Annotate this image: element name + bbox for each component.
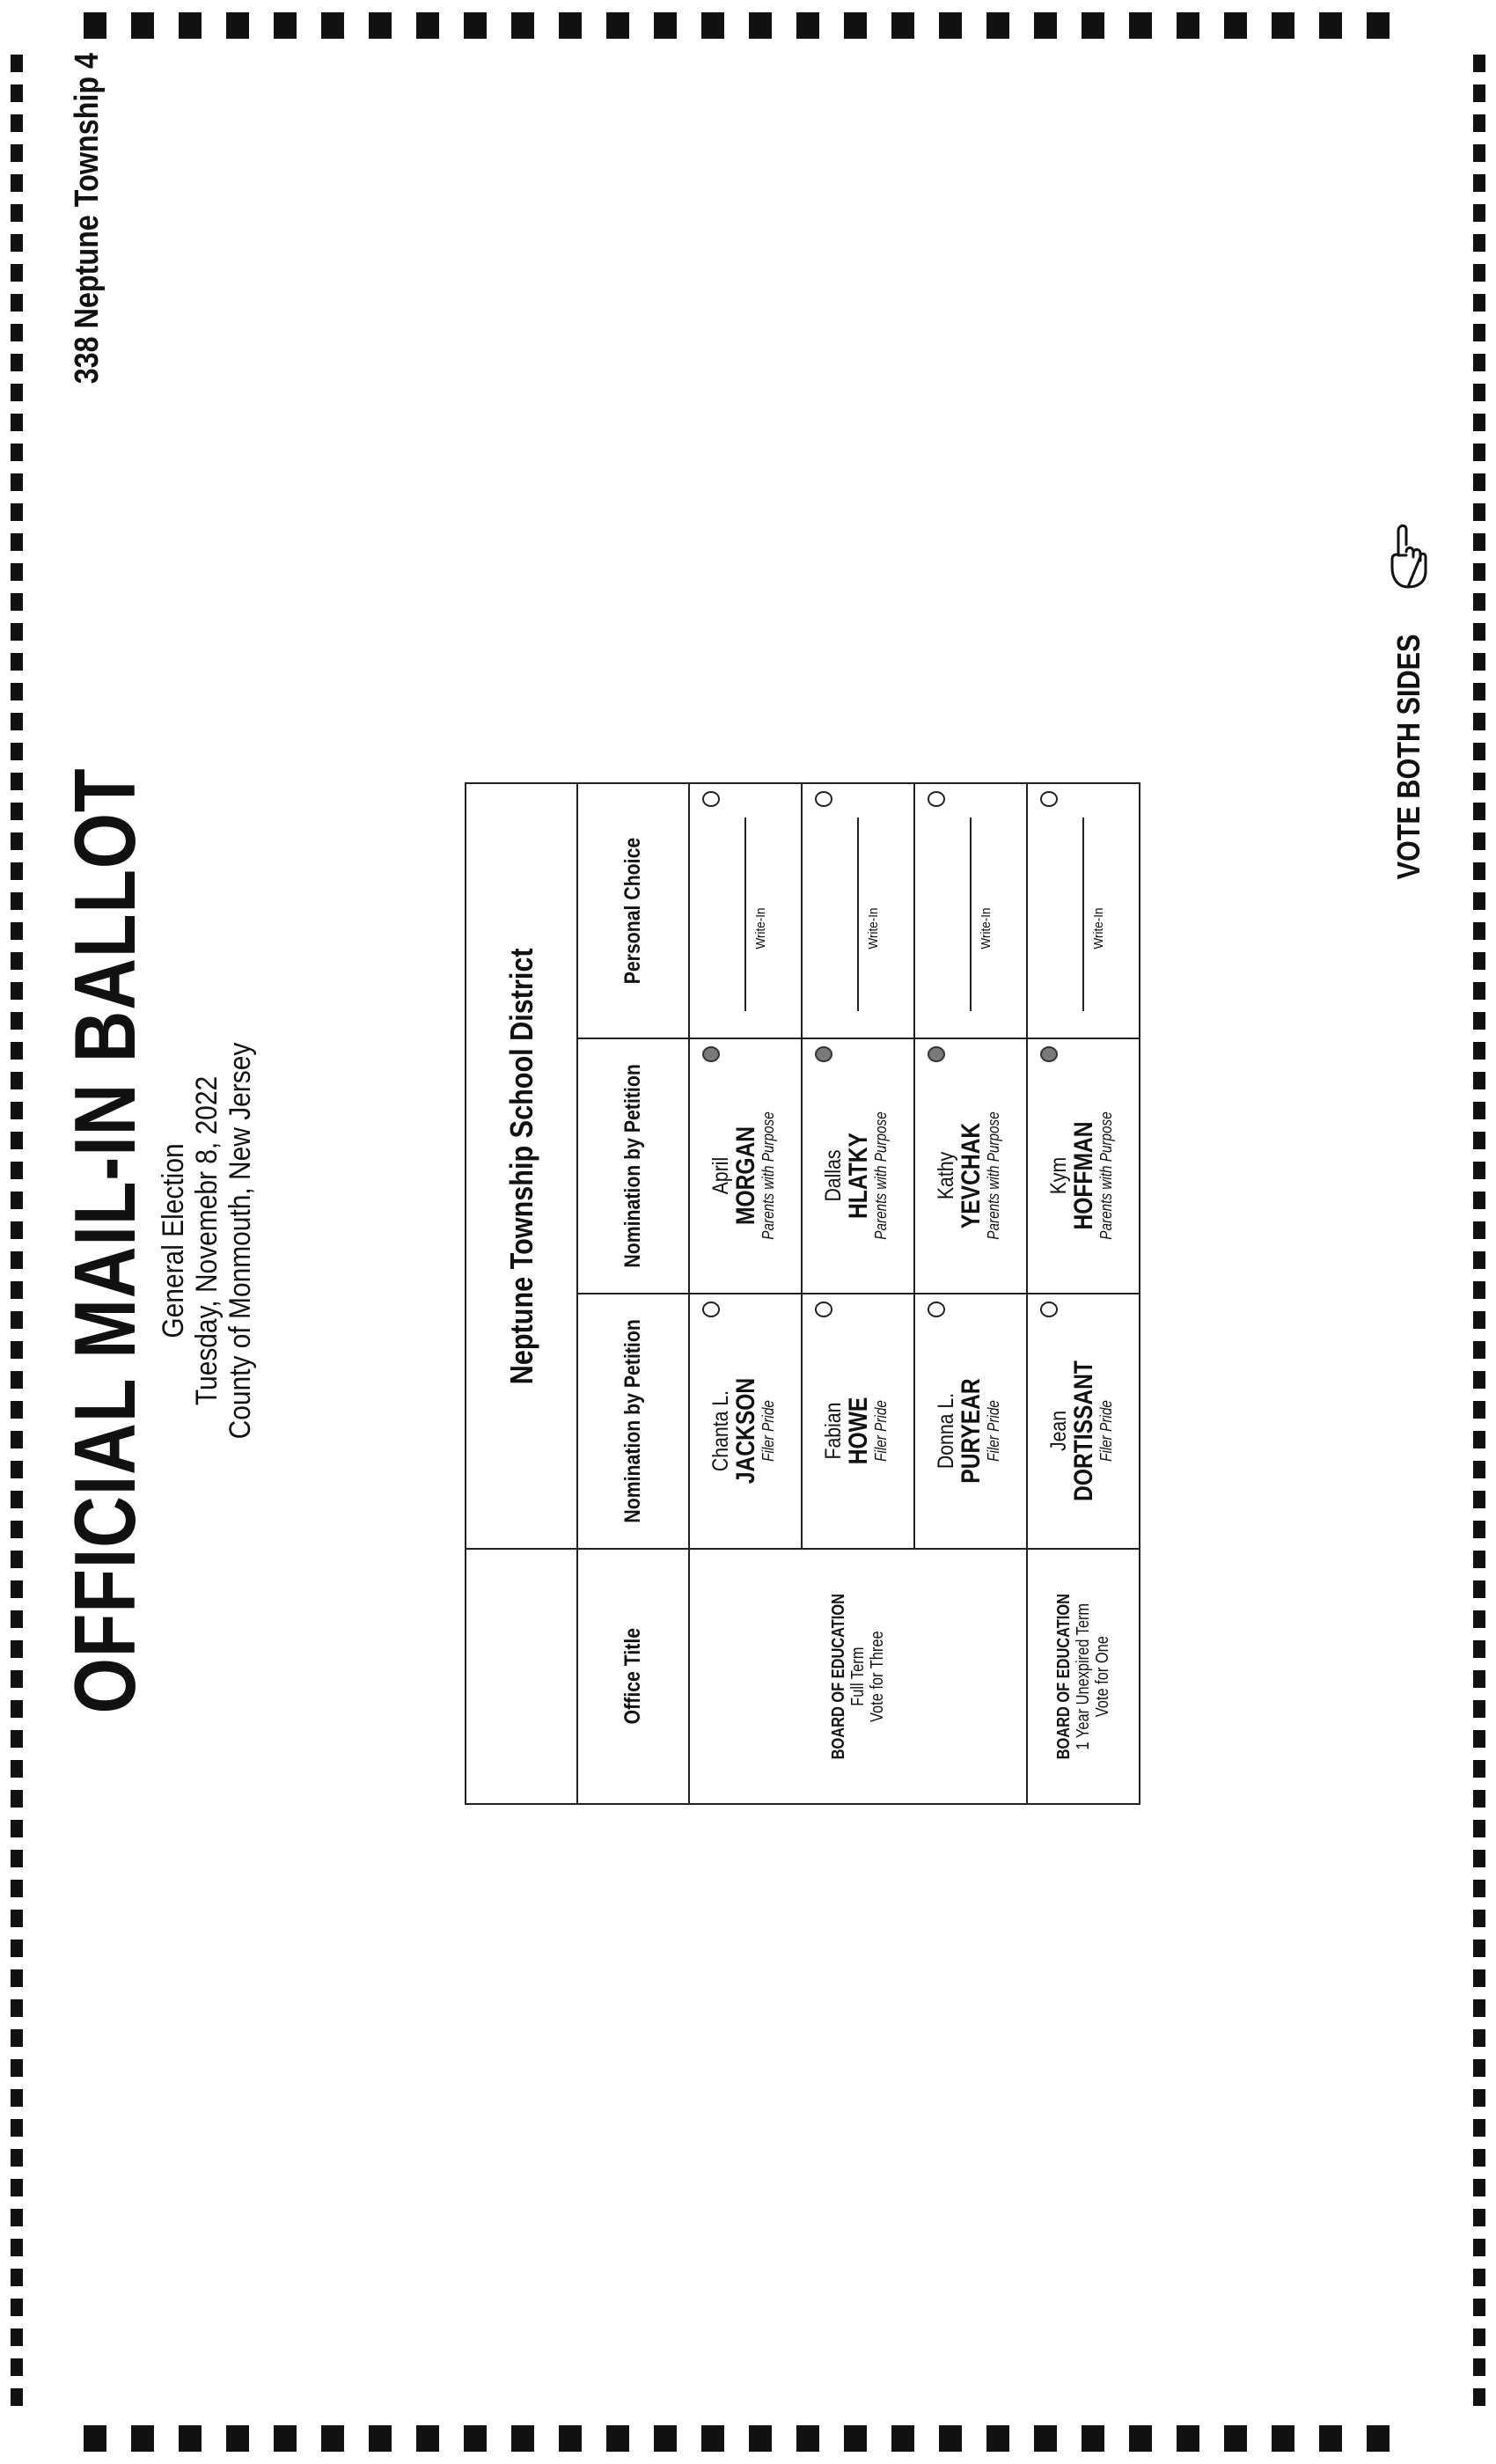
election-name: General Election [157,1143,190,1338]
candidate-jackson: Chanta L. JACKSON Filer Pride [689,1294,802,1549]
table-row [1027,783,1140,1804]
vote-oval[interactable] [702,791,720,807]
vote-oval[interactable] [815,791,832,807]
write-in-label: Write-In [753,907,768,950]
election-date: Tuesday, Novemebr 8, 2022 [190,1075,224,1406]
office-full-term: BOARD OF EDUCATION Full Term Vote for Three [689,1549,1027,1804]
vote-oval-marked[interactable] [702,1046,720,1062]
vote-oval[interactable] [1040,1302,1058,1317]
ballot-title: OFFICIAL MAIL-IN BALLOT [56,767,153,1714]
vote-oval[interactable] [928,1302,945,1317]
precinct-label: 338 Neptune Township 4 [69,53,106,385]
vote-both-sides-label: VOTE BOTH SIDES [1390,634,1426,880]
header-nomination-a: Nomination by Petition [577,1294,689,1549]
write-in-line[interactable] [970,818,972,1011]
write-in-cell [689,783,802,1038]
header-personal-choice: Personal Choice [577,783,689,1038]
district-heading: Neptune Township School District [466,783,577,1549]
candidate-morgan: April MORGAN Parents with Purpose [689,1038,802,1294]
office-unexpired-term: BOARD OF EDUCATION 1 Year Unexpired Term Vote for One [1027,1549,1140,1804]
vote-oval[interactable] [1040,791,1058,807]
contest-table [465,782,1140,1805]
table-row [689,783,802,1804]
write-in-label: Write-In [979,907,994,950]
vote-oval-marked[interactable] [928,1046,945,1062]
header-nomination-b: Nomination by Petition [577,1038,689,1294]
write-in-line[interactable] [1082,818,1084,1011]
write-in-label: Write-In [1091,907,1106,950]
candidate-howe: Fabian HOWE Filer Pride [802,1294,914,1549]
write-in-line[interactable] [744,818,746,1011]
candidate-yevchak: Kathy YEVCHAK Parents with Purpose [914,1038,1027,1294]
write-in-label: Write-In [866,907,881,950]
vote-oval-marked[interactable] [815,1046,832,1062]
vote-oval[interactable] [815,1302,832,1317]
county-name: County of Monmouth, New Jersey [224,1042,257,1440]
write-in-line[interactable] [857,818,859,1011]
candidate-hoffman: Kym HOFFMAN Parents with Purpose [1027,1038,1140,1294]
candidate-dortissant: Jean DORTISSANT Filer Pride [1027,1294,1140,1549]
write-in-cell [1027,783,1140,1038]
candidate-puryear: Donna L. PURYEAR Filer Pride [914,1294,1027,1549]
write-in-cell [802,783,914,1038]
vote-oval[interactable] [702,1302,720,1317]
vote-oval[interactable] [928,791,945,807]
header-office-title: Office Title [577,1549,689,1804]
write-in-cell [914,783,1027,1038]
table-corner [466,1549,577,1804]
pointing-hand-icon [1382,515,1434,594]
vote-oval-marked[interactable] [1040,1046,1058,1062]
candidate-hlatky: Dallas HLATKY Parents with Purpose [802,1038,914,1294]
